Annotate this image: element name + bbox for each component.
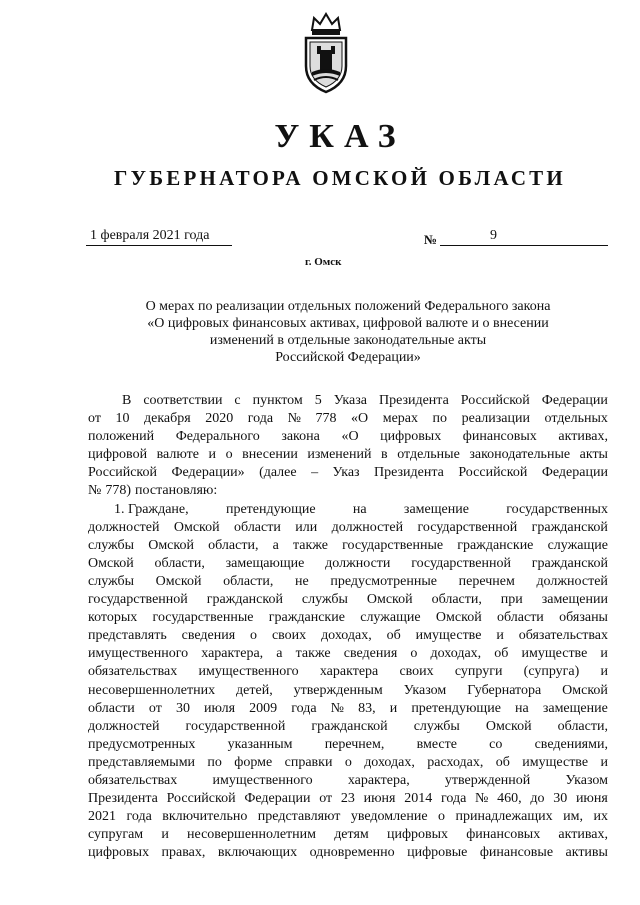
- body-word: Губернатора: [467, 682, 542, 698]
- body-word: финансовых: [466, 827, 541, 843]
- body-word: Российской: [460, 393, 530, 408]
- body-word: службы: [413, 718, 460, 734]
- body-word: июля: [204, 700, 236, 716]
- body-word: отдельные: [397, 447, 460, 463]
- body-word: цифровых: [88, 845, 150, 861]
- body-word: 30: [553, 791, 568, 807]
- body-word: №: [330, 700, 345, 716]
- body-word: гражданской: [311, 718, 388, 734]
- body-word: утвержденным: [293, 682, 383, 698]
- body-word: Президента: [378, 393, 449, 408]
- body-word: Федерации»: [171, 465, 245, 481]
- body-word: года: [440, 791, 467, 807]
- body-word: Федерации: [541, 465, 608, 481]
- body-word: Российской: [458, 465, 528, 481]
- body-word: отдельных: [544, 411, 608, 427]
- document-city: г. Омск: [305, 256, 342, 268]
- body-word: утвержденной: [444, 772, 531, 788]
- body-word: и: [496, 628, 504, 644]
- body-line: [88, 844, 608, 862]
- body-word: активы: [565, 845, 608, 861]
- body-word: мерах: [382, 411, 418, 427]
- body-word: Омской: [485, 718, 532, 734]
- body-word: и: [208, 447, 217, 463]
- body-line: [88, 537, 608, 555]
- body-word: 778): [105, 483, 132, 499]
- body-line: [88, 609, 608, 627]
- body-word: 2014: [404, 791, 433, 807]
- body-word: №: [475, 791, 489, 807]
- body-word: также: [292, 537, 328, 553]
- body-word: должностей: [88, 718, 160, 734]
- body-word: В: [122, 393, 132, 408]
- body-word: включающих: [217, 845, 298, 861]
- body-word: доходах,: [364, 754, 415, 770]
- body-word: №: [88, 483, 102, 499]
- body-line: [88, 627, 608, 645]
- body-word: замещение: [542, 700, 608, 716]
- body-word: служащие: [547, 537, 608, 553]
- body-word: и: [389, 700, 398, 716]
- body-word: форме: [234, 754, 273, 770]
- body-word: имуществе: [522, 754, 589, 770]
- body-word: области: [234, 519, 281, 535]
- body-word: государственные: [152, 610, 254, 626]
- body-line: [88, 482, 608, 500]
- body-word: до: [530, 791, 545, 807]
- body-word: не: [295, 573, 309, 589]
- body-word: замещение: [403, 501, 469, 517]
- body-word: обязательствах: [88, 772, 178, 788]
- body-word: имуществе: [415, 628, 482, 644]
- body-word: 5: [314, 393, 322, 408]
- body-word: а: [272, 537, 279, 553]
- subject-line: «О цифровых финансовых активах, цифровой валюте и о внесении: [147, 316, 549, 331]
- body-word: уведомление: [350, 809, 428, 825]
- body-word: Указом: [403, 682, 447, 698]
- body-word: в: [381, 447, 388, 463]
- body-word: области,: [431, 592, 482, 608]
- subject-line: изменений в отдельные законодательные акты: [209, 333, 487, 348]
- body-line: [88, 826, 608, 844]
- body-word: обязаны: [559, 610, 608, 626]
- body-word: года: [291, 700, 317, 716]
- body-word: государственной: [411, 555, 511, 571]
- body-word: «О: [341, 429, 359, 445]
- body-word: «О: [351, 411, 369, 427]
- body-word: с: [234, 393, 241, 408]
- body-word: включительно: [162, 809, 248, 825]
- body-word: на: [515, 700, 529, 716]
- body-word: государственные: [342, 537, 444, 553]
- body-word: на: [352, 501, 367, 517]
- body-line: [88, 736, 608, 754]
- body-word: и: [600, 754, 608, 770]
- body-word: цифровых: [380, 429, 442, 445]
- body-word: Указ: [332, 465, 360, 481]
- body-word: о: [225, 447, 233, 463]
- body-word: государственной: [88, 592, 188, 608]
- body-word: несовершеннолетних: [88, 682, 216, 698]
- body-word: обязательствах: [518, 628, 608, 644]
- body-line: [88, 808, 608, 826]
- body-word: имущественного: [198, 664, 299, 680]
- body-word: одновременно: [309, 845, 395, 861]
- body-word: №: [287, 411, 301, 427]
- body-word: Омской: [366, 592, 413, 608]
- body-line: [88, 446, 608, 464]
- body-line: [88, 392, 608, 410]
- body-word: своих: [271, 628, 307, 644]
- body-word: 2020: [205, 411, 234, 427]
- body-word: замещении: [541, 592, 608, 608]
- body-word: 778: [315, 411, 337, 427]
- body-word: государственной: [185, 718, 286, 734]
- body-word: пунктом: [252, 393, 303, 408]
- body-word: при: [500, 592, 523, 608]
- subject-line: Российской Федерации»: [275, 350, 421, 365]
- body-word: активах,: [558, 429, 608, 445]
- body-word: их: [593, 809, 608, 825]
- body-word: июня: [575, 791, 608, 807]
- body-word: закона: [281, 429, 320, 445]
- body-word: должностей: [88, 519, 160, 535]
- body-line: [88, 519, 608, 537]
- body-word: перечнем: [458, 573, 515, 589]
- body-word: Российской: [166, 791, 236, 807]
- body-word: от: [319, 791, 333, 807]
- body-word: должностей: [536, 573, 608, 589]
- body-word: имущественного: [88, 646, 189, 662]
- body-word: или: [295, 519, 318, 535]
- body-word: своих: [399, 664, 434, 680]
- body-word: 2021: [88, 809, 116, 825]
- document-number: 9: [440, 228, 608, 246]
- body-word: предусмотренные: [330, 573, 437, 589]
- body-word: детей,: [236, 682, 273, 698]
- body-word: 1. Граждане,: [114, 501, 189, 517]
- body-word: принадлежащих: [455, 809, 553, 825]
- body-word: характера,: [347, 772, 410, 788]
- body-line: [88, 591, 608, 609]
- body-word: года: [126, 809, 152, 825]
- body-word: доходах,: [430, 646, 482, 662]
- body-word: области,: [208, 537, 259, 553]
- body-line: [88, 790, 608, 808]
- body-word: Президента: [88, 791, 158, 807]
- body-word: Омской: [562, 682, 608, 698]
- body-word: имуществе: [521, 646, 588, 662]
- document-date: 1 февраля 2021 года: [86, 228, 232, 246]
- body-word: государственной: [417, 519, 518, 535]
- body-word: обязательствах: [88, 664, 178, 680]
- body-word: активах,: [558, 827, 608, 843]
- body-line: [88, 464, 608, 482]
- body-word: которых: [88, 610, 138, 626]
- body-word: детям: [334, 827, 369, 843]
- body-word: вместе: [416, 736, 457, 752]
- subject-line: О мерах по реализации отдельных положений Федерального закона: [145, 299, 551, 314]
- document-subject: [88, 298, 608, 366]
- body-word: службы: [301, 592, 348, 608]
- body-word: сведения: [181, 628, 236, 644]
- body-word: соответствии: [143, 393, 223, 408]
- body-word: по: [207, 754, 222, 770]
- body-word: изменений: [307, 447, 372, 463]
- body-word: финансовые: [479, 845, 554, 861]
- body-word: супруги: [454, 664, 503, 680]
- body-word: положений: [88, 429, 155, 445]
- body-word: (далее: [259, 465, 297, 481]
- body-word: перечнем,: [324, 736, 385, 752]
- body-word: о: [344, 754, 352, 770]
- body-word: расходах,: [427, 754, 484, 770]
- body-word: сведения: [343, 646, 398, 662]
- body-word: правах,: [161, 845, 206, 861]
- body-word: и: [600, 664, 608, 680]
- body-word: Указом: [565, 772, 608, 788]
- body-word: представляемыми: [88, 754, 196, 770]
- document-title: УКАЗ: [274, 118, 406, 155]
- body-word: доходах,: [321, 628, 372, 644]
- body-word: области,: [154, 555, 205, 571]
- body-word: области,: [223, 573, 274, 589]
- body-word: 460,: [497, 791, 522, 807]
- body-word: гражданской: [531, 519, 608, 535]
- body-word: Указа: [333, 393, 367, 408]
- body-word: от: [148, 700, 162, 716]
- document-subtitle: ГУБЕРНАТОРА ОМСКОЙ ОБЛАСТИ: [114, 166, 566, 190]
- body-word: декабря: [144, 411, 191, 427]
- body-line: [88, 700, 608, 718]
- body-word: государственных: [506, 501, 608, 517]
- body-word: Федерации: [541, 393, 608, 408]
- body-word: законодательные: [469, 447, 571, 463]
- body-word: акты: [579, 447, 608, 463]
- body-word: –: [311, 465, 319, 481]
- body-word: претендующие: [225, 501, 316, 517]
- body-word: Омской: [148, 537, 194, 553]
- body-word: представляют: [257, 809, 341, 825]
- document-number-label: №: [424, 232, 438, 247]
- body-line: [88, 754, 608, 772]
- body-word: указанным: [227, 736, 293, 752]
- body-word: Российской: [88, 465, 157, 481]
- body-word: замещающие: [225, 555, 305, 571]
- body-line: [88, 501, 608, 519]
- body-line: [88, 555, 608, 573]
- body-word: характера: [319, 664, 379, 680]
- body-word: валюте: [156, 447, 199, 463]
- body-word: предусмотренных: [88, 736, 196, 752]
- body-word: представлять: [88, 628, 167, 644]
- body-line: [88, 772, 608, 790]
- body-word: 10: [115, 411, 130, 427]
- body-word: гражданские: [268, 610, 345, 626]
- body-word: о: [410, 646, 418, 662]
- body-line: [88, 718, 608, 736]
- body-line: [88, 682, 608, 700]
- body-word: постановляю:: [135, 483, 218, 499]
- body-word: гражданской: [531, 555, 608, 571]
- body-word: области: [497, 610, 544, 626]
- body-word: 30: [175, 700, 190, 716]
- omsk-coat-of-arms-icon: [300, 10, 352, 94]
- body-word: (супруга): [523, 664, 580, 680]
- body-line: [88, 645, 608, 663]
- body-word: об: [495, 754, 510, 770]
- body-word: цифровой: [88, 447, 148, 463]
- body-line: [88, 663, 608, 681]
- body-word: финансовых: [462, 429, 537, 445]
- body-word: внесении: [242, 447, 298, 463]
- body-word: цифровых: [386, 827, 449, 843]
- body-word: по: [432, 411, 448, 427]
- body-word: от: [88, 411, 101, 427]
- body-word: года: [247, 411, 274, 427]
- body-word: цифровые: [407, 845, 468, 861]
- body-word: 23: [340, 791, 355, 807]
- body-word: Омской: [88, 555, 134, 571]
- body-word: об: [386, 628, 401, 644]
- body-word: должности: [325, 555, 391, 571]
- body-word: со: [489, 736, 503, 752]
- body-word: служащие: [360, 610, 421, 626]
- body-word: области,: [557, 718, 608, 734]
- body-word: Омской: [173, 519, 220, 535]
- body-word: 2009: [249, 700, 278, 716]
- body-word: Федерации: [244, 791, 311, 807]
- body-line: [88, 428, 608, 446]
- body-word: а: [276, 646, 283, 662]
- body-word: о: [250, 628, 258, 644]
- body-word: Омской: [435, 610, 482, 626]
- body-word: июня: [363, 791, 396, 807]
- body-word: справки: [284, 754, 333, 770]
- body-word: Федерального: [175, 429, 260, 445]
- body-line: [88, 573, 608, 591]
- body-word: имущественного: [212, 772, 313, 788]
- body-line: [88, 410, 608, 428]
- body-word: и: [161, 827, 169, 843]
- body-word: реализации: [461, 411, 530, 427]
- body-word: несовершеннолетним: [187, 827, 316, 843]
- document-body: [88, 392, 608, 862]
- body-word: гражданской: [206, 592, 283, 608]
- body-word: службы: [88, 537, 135, 553]
- body-word: гражданские: [457, 537, 534, 553]
- body-word: и: [600, 646, 608, 662]
- body-word: Омской: [155, 573, 202, 589]
- body-word: службы: [88, 573, 135, 589]
- body-word: им,: [563, 809, 583, 825]
- body-word: характера,: [201, 646, 264, 662]
- body-word: претендующие: [411, 700, 501, 716]
- body-word: об: [494, 646, 509, 662]
- body-word: области: [88, 700, 135, 716]
- body-word: о: [438, 809, 446, 825]
- body-word: Президента: [374, 465, 444, 481]
- body-word: сведениями,: [534, 736, 608, 752]
- body-word: 83,: [358, 700, 376, 716]
- body-word: должностей: [331, 519, 404, 535]
- body-word: также: [295, 646, 331, 662]
- body-word: супругам: [88, 827, 144, 843]
